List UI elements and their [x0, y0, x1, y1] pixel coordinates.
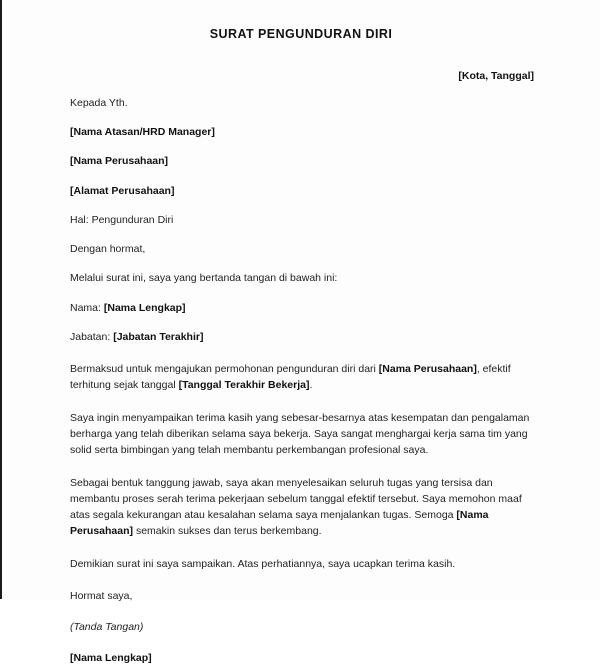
p1-text-part1: Bermaksud untuk mengajukan permohonan pengunduran diri dari — [70, 362, 379, 375]
p3-company-placeholder: [Nama Perusahaan] — [70, 508, 489, 537]
greeting: Dengan hormat, — [70, 243, 146, 256]
field-name-label: Nama: — [70, 301, 101, 314]
field-position-value: [Jabatan Terakhir] — [113, 330, 204, 343]
place-date-field: [Kota, Tanggal] — [458, 70, 534, 82]
p1-company-placeholder: [Nama Perusahaan] — [378, 362, 477, 375]
intro-sentence: Melalui surat ini, saya yang bertanda tangan di bawah ini: — [70, 272, 338, 285]
p1-text-part2: , efektif terhitung sejak tanggal — [70, 362, 511, 391]
paragraph-closing-remark: Demikian surat ini saya sampaikan. Atas perhatiannya, saya ucapkan terima kasih. — [70, 557, 456, 570]
paragraph-gratitude: Saya ingin menyampaikan terima kasih yang sebesar-besarnya atas kesempatan dan pengalaman berharga yang telah diberikan selama saya bekerja. Saya sangat menghargai kerja sama tim yang solid serta bimbingan yang telah membantu perkembangan profesional saya. — [70, 411, 530, 456]
field-name-value: [Nama Lengkap] — [103, 301, 186, 314]
field-position-row — [70, 330, 534, 345]
page-title: SURAT PENGUNDURAN DIRI — [209, 27, 393, 41]
recipient-address: [Alamat Perusahaan] — [70, 184, 175, 197]
signature-placeholder: (Tanda Tangan) — [70, 620, 144, 633]
field-name-row — [70, 301, 534, 316]
closing-salutation: Hormat saya, — [70, 589, 133, 602]
field-position-label: Jabatan: — [70, 330, 111, 343]
paragraph-resignation-statement — [70, 362, 534, 394]
paragraph-responsibility — [70, 476, 534, 540]
letter-subject: Hal: Pengunduran Diri — [70, 213, 174, 226]
p3-text-part1: Sebagai bentuk tanggung jawab, saya akan menyelesaikan seluruh tugas yang tersisa dan membantu proses serah terima pekerjaan sebelum tanggal efektif tersebut. Saya memohon maaf atas segala kekurangan atau kesalahan selama saya menjalankan tugas. Semoga — [70, 476, 522, 521]
recipient-manager: [Nama Atasan/HRD Manager] — [70, 126, 215, 139]
signer-name: [Nama Lengkap] — [70, 651, 152, 664]
document-body — [2, 70, 600, 664]
p1-text-part3: . — [309, 378, 313, 391]
p3-text-part2: semakin sukses dan terus berkembang. — [133, 524, 322, 537]
p1-last-date-placeholder: [Tanggal Terakhir Bekerja] — [178, 378, 310, 391]
recipient-salutation: Kepada Yth. — [70, 97, 128, 109]
recipient-company: [Nama Perusahaan] — [70, 155, 169, 168]
